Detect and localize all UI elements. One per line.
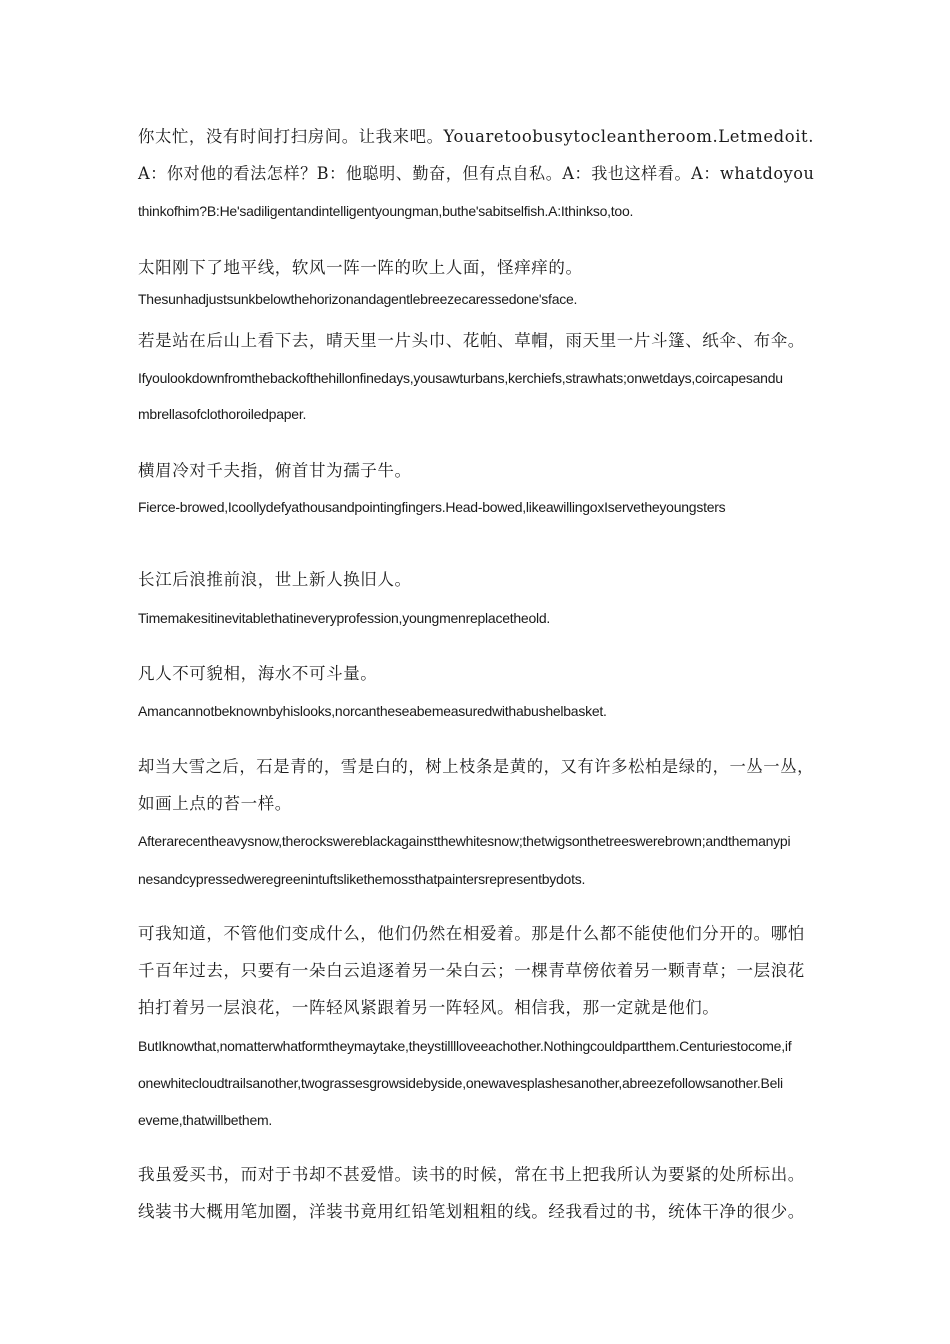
text-line: 如画上点的苔一样。 [138,794,292,813]
text-line: 凡人不可貌相，海水不可斗量。 [138,664,378,683]
text-line: 太阳刚下了地平线，软风一阵一阵的吹上人面，怪痒痒的。 [138,258,583,277]
text-line: 长江后浪推前浪，世上新人换旧人。 [138,570,412,589]
text-line: 若是站在后山上看下去，晴天里一片头巾、花帕、草帽，雨天里一片斗篷、纸伞、布伞。 [138,331,805,350]
text-line: 你太忙，没有时间打扫房间。让我来吧。Youaretoobusytocleantheroom.Letmedoit. [138,127,815,146]
text-line: 可我知道，不管他们变成什么，他们仍然在相爱着。那是什么都不能使他们分开的。哪怕 [138,924,805,943]
text-line: 我虽爱买书，而对于书却不甚爱惜。读书的时候，常在书上把我所认为要紧的处所标出。 [138,1165,805,1184]
text-line: eveme,thatwillbethem. [138,1112,273,1128]
text-line: 线装书大概用笔加圈，洋装书竟用红铅笔划粗粗的线。经我看过的书，统体干净的很少。 [138,1202,805,1221]
text-line: Ifyoulookdownfromthebackofthehillonfinedays,yousawturbans,kerchiefs,strawhats;onwetdays,coircapesandu [138,370,783,386]
text-line: 横眉冷对千夫指，俯首甘为孺子牛。 [138,461,412,480]
text-line: thinkofhim?B:He'sadiligentandintelligentyoungman,buthe'sabitselfish.A:Ithinkso,too. [138,203,634,219]
text-line: nesandcypressedweregreenintuftslikethemossthatpaintersrepresentbydots. [138,871,586,887]
text-line: Afterarecentheavysnow,therockswereblackagainstthewhitesnow;thetwigsonthetreeswerebrown;andthemanypi [138,833,791,849]
text-line: 拍打着另一层浪花，一阵轻风紧跟着另一阵轻风。相信我，那一定就是他们。 [138,998,720,1017]
text-line: Thesunhadjustsunkbelowthehorizonandagentlebreezecaressedone'sface. [138,291,578,307]
text-line: Fierce-browed,Icoollydefyathousandpointingfingers.Head-bowed,likeawillingoxIservetheyoungsters [138,499,726,515]
text-line: mbrellasofclothoroiledpaper. [138,406,307,422]
text-line: 千百年过去，只要有一朵白云追逐着另一朵白云；一棵青草傍依着另一颗青草；一层浪花 [138,961,805,980]
text-line: A：你对他的看法怎样？B：他聪明、勤奋，但有点自私。A：我也这样看。A：whatdoyou [138,164,815,183]
text-line: ButIknowthat,nomatterwhatformtheymaytake,theystilllloveeachother.Nothingcouldpartthem.Centuriestocome,if [138,1038,792,1054]
text-line: 却当大雪之后，石是青的，雪是白的，树上枝条是黄的，又有许多松柏是绿的，一丛一丛， [138,757,814,776]
text-line: Amancannotbeknownbyhislooks,norcantheseabemeasuredwithabushelbasket. [138,703,607,719]
text-line: onewhitecloudtrailsanother,twograssesgrowsidebyside,onewavesplashesanother,abreezefollowsanother.Beli [138,1075,783,1091]
text-line: Timemakesitinevitablethatineveryprofession,youngmenreplacetheold. [138,610,551,626]
